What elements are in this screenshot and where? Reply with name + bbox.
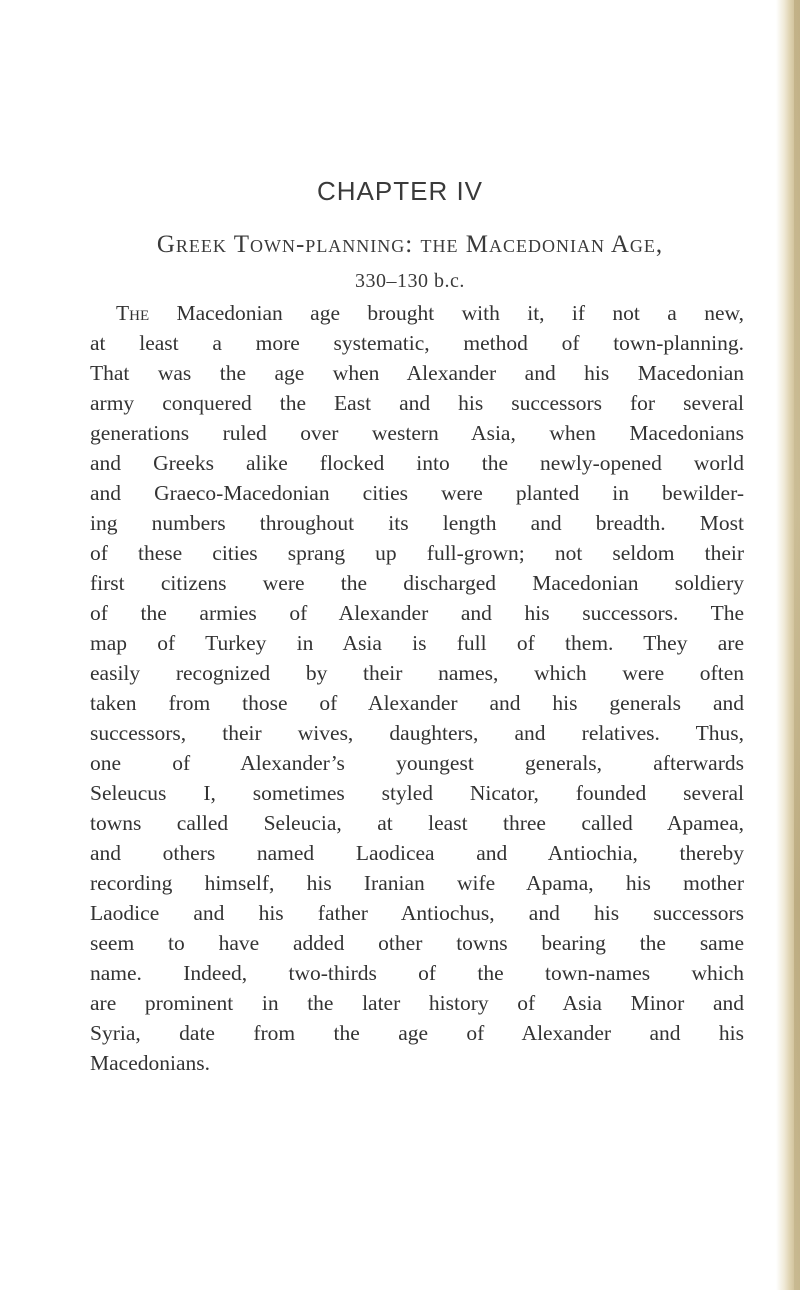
paragraph-line: and Greeks alike flocked into the newly-opened world xyxy=(90,451,744,475)
paragraph-line: taken from those of Alexander and his generals and xyxy=(90,691,744,715)
paragraph-line: Laodice and his father Antiochus, and his successors xyxy=(90,901,744,925)
paragraph-line: of the armies of Alexander and his successors. The xyxy=(90,601,744,625)
paragraph-line: Seleucus I, sometimes styled Nicator, founded several xyxy=(90,781,744,805)
paragraph-line: towns called Seleucia, at least three called Apamea, xyxy=(90,811,744,835)
body-paragraph xyxy=(90,298,744,1078)
chapter-heading: CHAPTER IV xyxy=(316,176,484,206)
paragraph-line-1 xyxy=(90,298,744,328)
section-date-range: 330–130 b.c. xyxy=(355,270,465,292)
paragraph-line: at least a more systematic, method of town-planning. xyxy=(90,331,744,355)
section-heading xyxy=(60,226,760,300)
paragraph-line: army conquered the East and his successors for several xyxy=(90,391,744,415)
paragraph-line: easily recognized by their names, which were often xyxy=(90,661,744,685)
paragraph-line: one of Alexander’s youngest generals, afterwards xyxy=(90,751,744,775)
paragraph-line: That was the age when Alexander and his Macedonian xyxy=(90,361,744,385)
paragraph-line: seem to have added other towns bearing the same xyxy=(90,931,744,955)
paragraph-line: generations ruled over western Asia, when Macedonians xyxy=(90,421,744,445)
paragraph-line: successors, their wives, daughters, and relatives. Thus, xyxy=(90,721,744,745)
paragraph-line: ing numbers throughout its length and breadth. Most xyxy=(90,511,744,535)
paragraph-line-last: Macedonians. xyxy=(90,1051,211,1075)
paragraph-lead-word: The xyxy=(116,301,150,325)
paragraph-line: Syria, date from the age of Alexander and his xyxy=(90,1021,744,1045)
paragraph-line-text: Macedonian age brought with it, if not a new, xyxy=(149,301,744,325)
paragraph-line: first citizens were the discharged Macedonian soldiery xyxy=(90,571,744,595)
paragraph-line: name. Indeed, two-thirds of the town-names which xyxy=(90,961,744,985)
paragraph-line: and Graeco-Macedonian cities were planted in bewilder- xyxy=(90,481,744,505)
paragraph-line: of these cities sprang up full-grown; not seldom their xyxy=(90,541,744,565)
section-title: Greek Town-planning: the Macedonian Age, xyxy=(156,231,664,258)
paragraph-line: recording himself, his Iranian wife Apama, his mother xyxy=(90,871,744,895)
paragraph-line: map of Turkey in Asia is full of them. They are xyxy=(90,631,744,655)
paragraph-line: are prominent in the later history of Asia Minor and xyxy=(90,991,744,1015)
paragraph-line: and others named Laodicea and Antiochia, thereby xyxy=(90,841,744,865)
